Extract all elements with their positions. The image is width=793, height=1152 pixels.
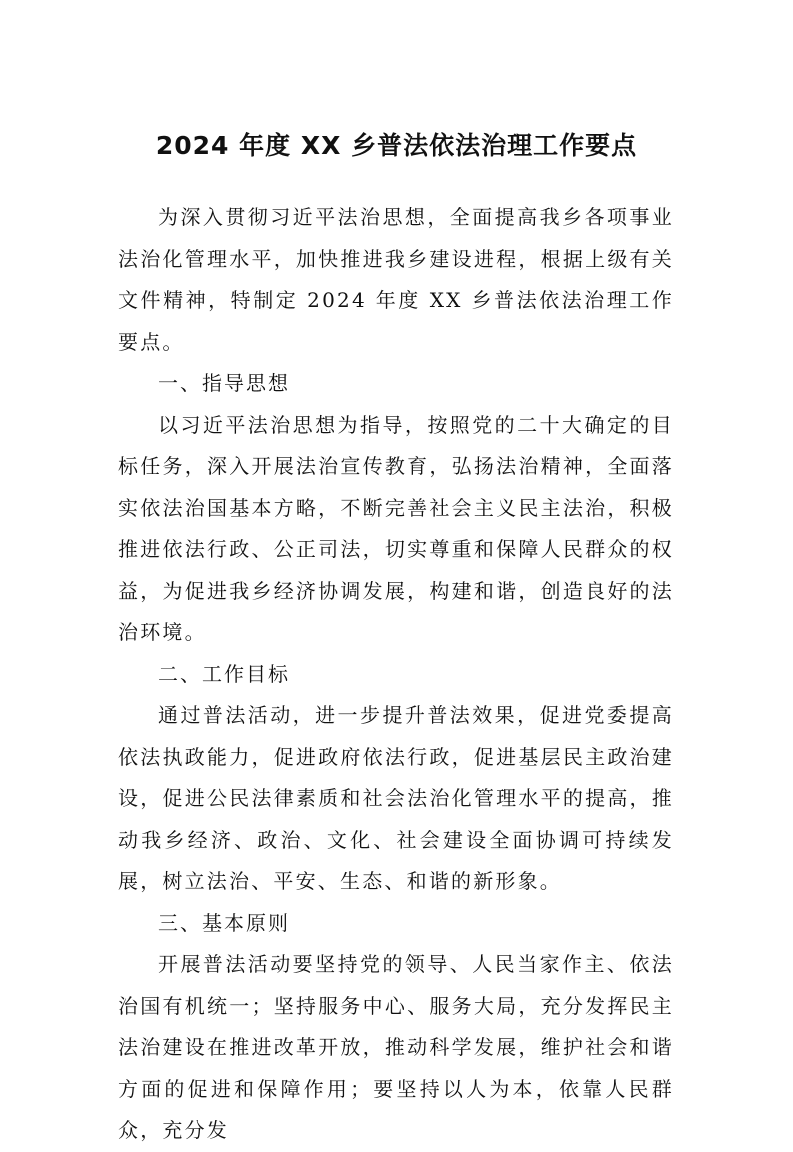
basic-principles-paragraph: 开展普法活动要坚持党的领导、人民当家作主、依法治国有机统一；坚持服务中心、服务大局，充分发挥民主法治建设在推进改革开放，推动科学发展，维护社会和谐方面的促进和保障作用；要坚持以人为本，依靠人民群众，充分发 bbox=[118, 952, 674, 1142]
document-title: 2024 年度 XX 乡普法依法治理工作要点 bbox=[155, 131, 638, 160]
section-heading-work-goals: 二、工作目标 bbox=[158, 661, 290, 686]
guiding-thought-paragraph: 以习近平法治思想为指导，按照党的二十大确定的目标任务，深入开展法治宣传教育，弘扬法治精神，全面落实依法治国基本方略，不断完善社会主义民主法治，积极推进依法行政、公正司法，切实尊重和保障人民群众的权益，为促进我乡经济协调发展，构建和谐，创造良好的法治环境。 bbox=[118, 412, 674, 644]
section-heading-basic-principles: 三、基本原则 bbox=[158, 910, 290, 935]
work-goals-paragraph: 通过普法活动，进一步提升普法效果，促进党委提高依法执政能力，促进政府依法行政，促进基层民主政治建设，促进公民法律素质和社会法治化管理水平的提高，推动我乡经济、政治、文化、社会建设全面协调可持续发展，树立法治、平安、生态、和谐的新形象。 bbox=[118, 703, 674, 893]
section-heading-guiding-thought: 一、指导思想 bbox=[158, 371, 290, 395]
document-body bbox=[118, 197, 674, 1152]
intro-paragraph: 为深入贯彻习近平法治思想，全面提高我乡各项事业法治化管理水平，加快推进我乡建设进程，根据上级有关文件精神，特制定 2024 年度 XX 乡普法依法治理工作要点。 bbox=[118, 205, 674, 354]
